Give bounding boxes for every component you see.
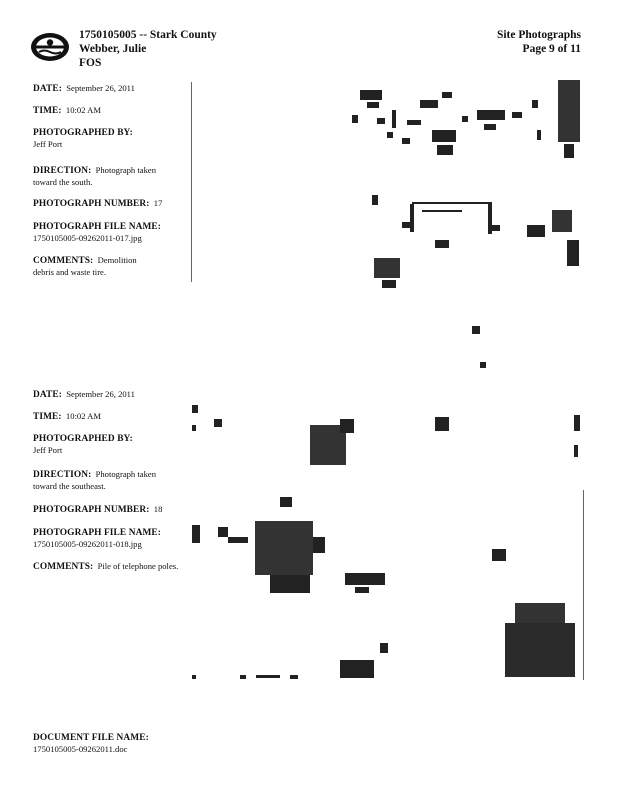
photographer-field: PHOTOGRAPHED BY: Jeff Port — [33, 128, 133, 149]
site-id-county: 1750105005 -- Stark County — [79, 29, 217, 41]
header-site-info — [79, 28, 217, 70]
unit-code: FOS — [79, 57, 102, 69]
document-file-name-field: DOCUMENT FILE NAME: 1750105005-09262011.doc — [33, 733, 149, 754]
header-page-info — [497, 28, 581, 56]
photo-number-field: PHOTOGRAPH NUMBER: 18 — [33, 504, 163, 515]
page-number: Page 9 of 11 — [522, 43, 581, 55]
section-title: Site Photographs — [496, 29, 581, 41]
comments-field: COMMENTS: Pile of telephone poles. — [33, 561, 179, 572]
photo-file-name-field: PHOTOGRAPH FILE NAME: 1750105005-09262011-018.jpg — [33, 528, 161, 549]
photo-file-name-field: PHOTOGRAPH FILE NAME: 1750105005-09262011-017.jpg — [33, 222, 161, 243]
site-photo-18 — [190, 395, 590, 685]
time-field: TIME: 10:02 AM — [33, 105, 102, 116]
time-field: TIME: 10:02 AM — [33, 411, 102, 422]
comments-field: COMMENTS: Demolition debris and waste tire. — [33, 255, 137, 277]
photo-number-field: PHOTOGRAPH NUMBER: 17 — [33, 198, 163, 209]
site-photo-17 — [192, 70, 592, 380]
photo-info-block — [33, 389, 183, 599]
direction-field: DIRECTION: Photograph taken toward the southeast. — [33, 469, 156, 491]
photographer-field: PHOTOGRAPHED BY: Jeff Port — [33, 434, 133, 455]
date-field: DATE: September 26, 2011 — [33, 389, 135, 400]
direction-field: DIRECTION: Photograph taken toward the south. — [33, 165, 156, 187]
photo-info-block — [33, 83, 183, 293]
inspector-name: Webber, Julie — [79, 43, 147, 55]
agency-logo-icon — [30, 32, 70, 62]
date-field: DATE: September 26, 2011 — [33, 83, 135, 94]
